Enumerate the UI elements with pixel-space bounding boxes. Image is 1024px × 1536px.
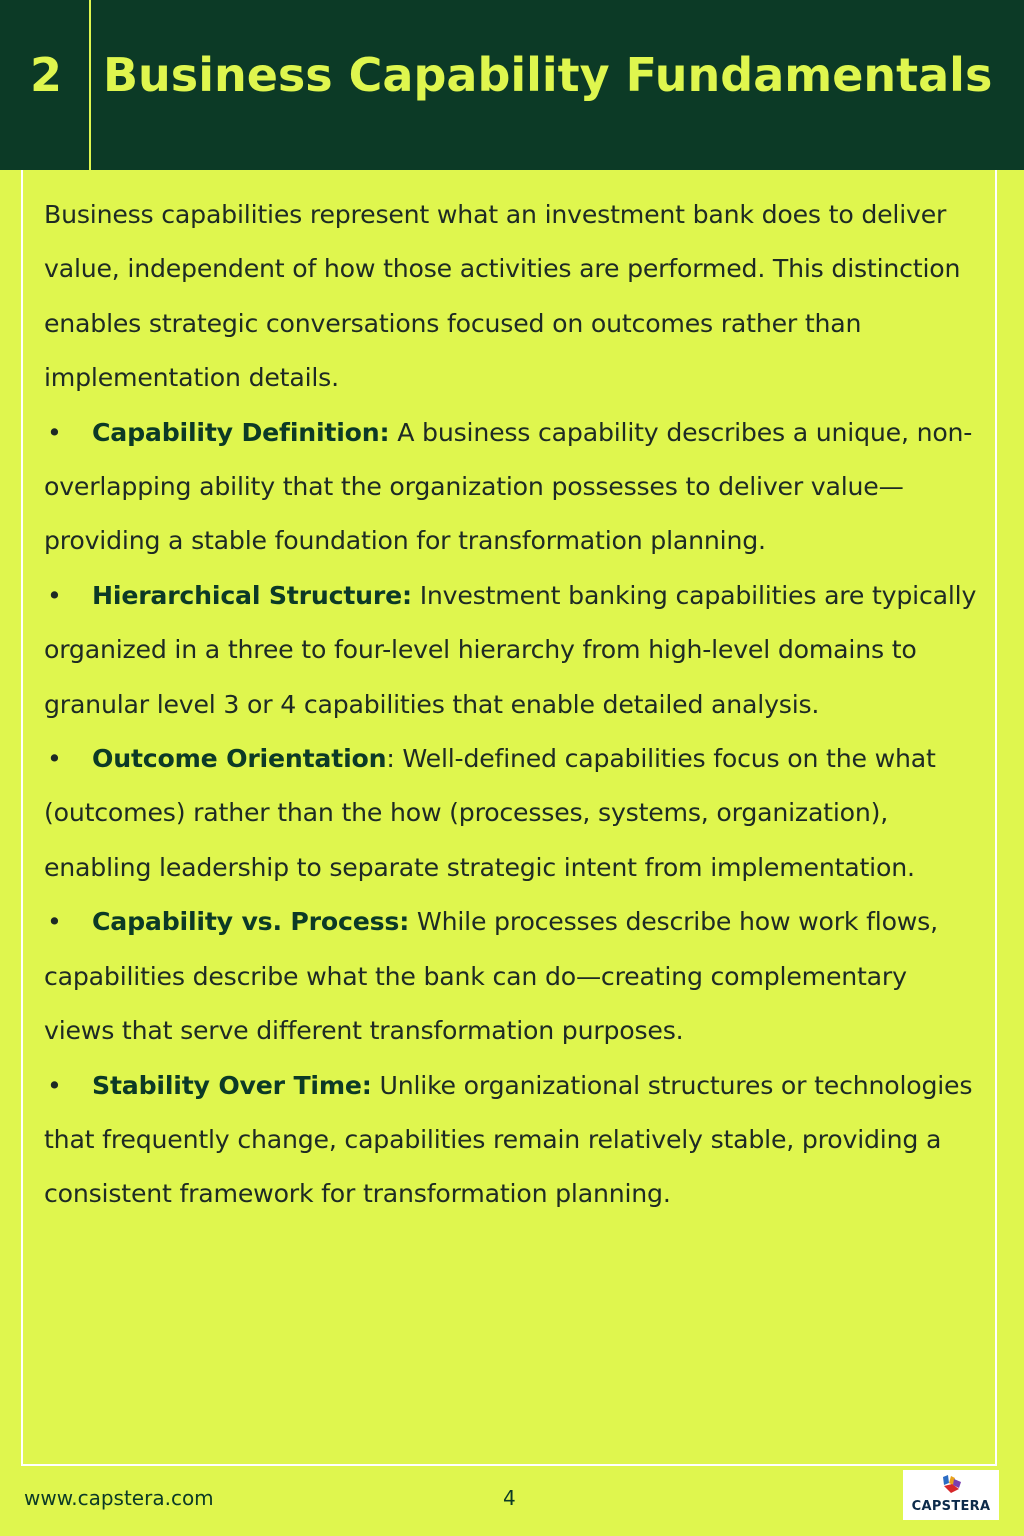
bullet-list [44, 406, 984, 1222]
bullet-symbol: • [47, 907, 62, 937]
page-title: Business Capability Fundamentals [103, 48, 993, 102]
bullet-item-capability-vs-process [44, 895, 984, 1058]
logo-wordmark: CAPSTERA [911, 1499, 991, 1514]
footer-website-link[interactable]: www.capstera.com [24, 1486, 214, 1510]
bullet-symbol: • [47, 417, 62, 447]
page-number: 4 [503, 1486, 516, 1510]
intro-paragraph: Business capabilities represent what an investment bank does to deliver value, independent of how those activities are performed. This distinction enables strategic conversations focused on outcomes rather than implementation details. [44, 200, 961, 393]
bullet-text: A business capability describes a unique, non-overlapping ability that the organization possesses to deliver value—providing a stable foundation for transformation planning. [44, 417, 973, 556]
bullet-term: Capability Definition: [92, 417, 390, 447]
bullet-item-outcome-orientation [44, 732, 984, 895]
bullet-text: Unlike organizational structures or technologies that frequently change, capabilities remain relatively stable, providing a consistent framework for transformation planning. [44, 1070, 973, 1209]
capstera-logo [903, 1470, 999, 1520]
header-divider [89, 0, 91, 170]
bullet-item-hierarchical-structure [44, 569, 984, 732]
content-body [44, 188, 984, 1222]
capstera-logo-icon [939, 1473, 965, 1497]
bullet-symbol: • [47, 580, 62, 610]
bullet-symbol: • [47, 744, 62, 774]
bullet-item-stability-over-time [44, 1059, 984, 1222]
bullet-term: Outcome Orientation [92, 744, 387, 774]
page-header [0, 0, 1024, 170]
bullet-item-capability-definition [44, 406, 984, 569]
bullet-term: Hierarchical Structure: [92, 580, 412, 610]
section-number: 2 [30, 48, 63, 102]
bullet-term: Stability Over Time: [92, 1070, 372, 1100]
bullet-symbol: • [47, 1070, 62, 1100]
bullet-term: Capability vs. Process: [92, 907, 410, 937]
bullet-text: While processes describe how work flows, capabilities describe what the bank can do—creating complementary views that serve different transformation purposes. [44, 907, 938, 1046]
bullet-text: Investment banking capabilities are typically organized in a three to four-level hierarchy from high-level domains to granular level 3 or 4 capabilities that enable detailed analysis. [44, 580, 977, 719]
bullet-text: : Well-defined capabilities focus on the what (outcomes) rather than the how (processes, systems, organization), enabling leadership to separate strategic intent from implementation. [44, 744, 936, 882]
